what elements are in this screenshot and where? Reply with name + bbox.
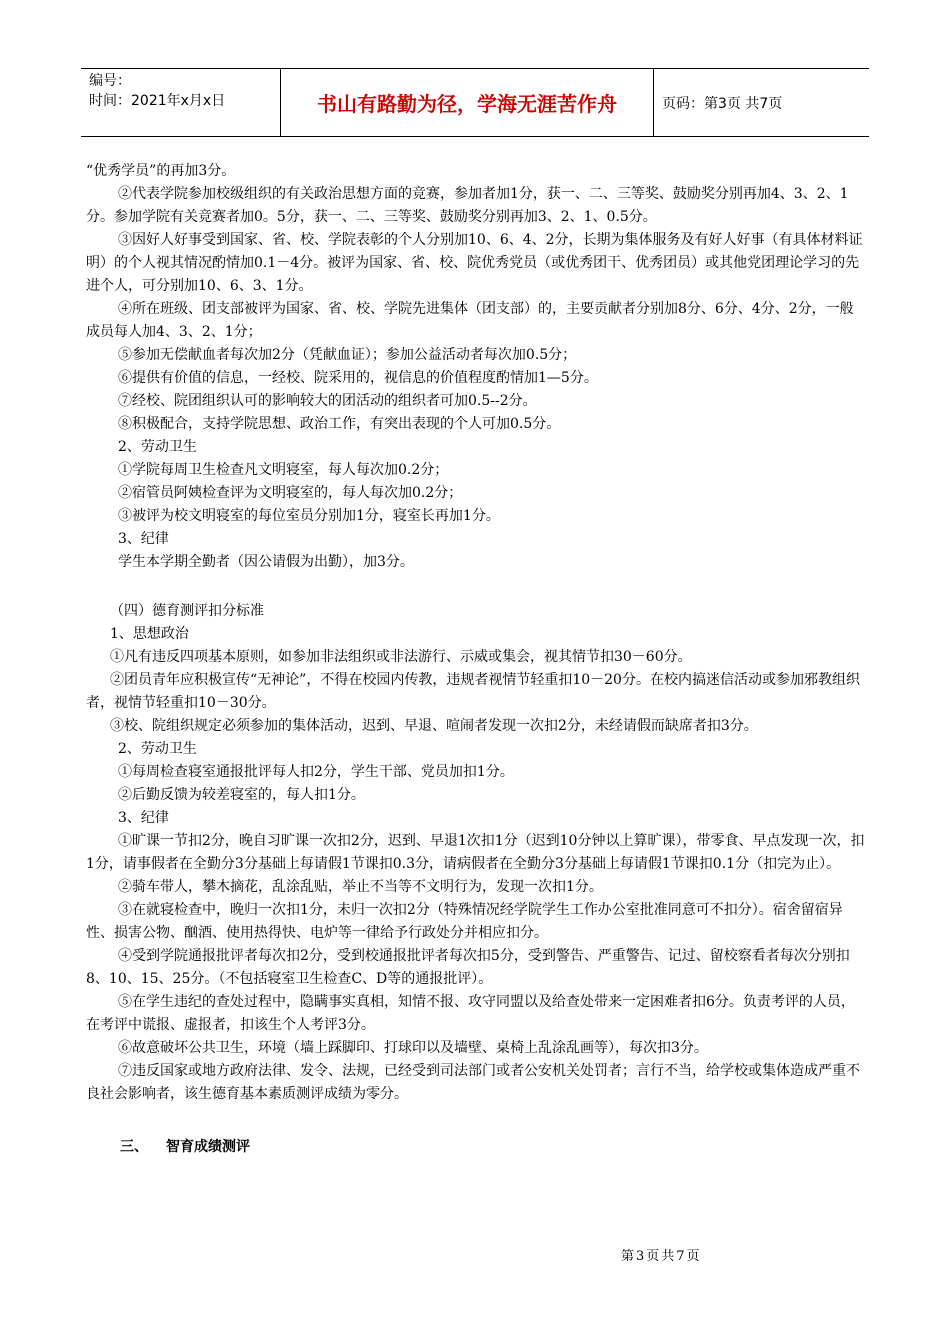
paragraph: ②代表学院参加校级组织的有关政治思想方面的竞赛，参加者加1分，获一、二、三等奖、鼓励奖分别再加4、3、2、1分。参加学院有关竞赛者加0。5分，获一、二、三等奖、鼓励奖分别再加3、2、1、0.5分。 bbox=[86, 186, 849, 225]
paragraph: ①旷课一节扣2分，晚自习旷课一次扣2分，迟到、早退1次扣1分（迟到10分钟以上算旷课），带零食、早点发现一次，扣1分，请事假者在全勤分3分基础上每请假1节课扣0.3分，请病假者在全勤分3分基础上每请假1节课扣0.1分（扣完为止）。 bbox=[86, 833, 865, 872]
paragraph: ⑦经校、院团组织认可的影响较大的团活动的组织者可加0.5--2分。 bbox=[118, 393, 537, 409]
subheading: 3、纪律 bbox=[118, 810, 169, 826]
paragraph: ④所在班级、团支部被评为国家、省、校、学院先进集体（团支部）的，主要贡献者分别加8分、6分、4分、2分，一般成员每人加4、3、2、1分； bbox=[86, 301, 854, 340]
section-heading: （四）德育测评扣分标准 bbox=[110, 603, 264, 619]
paragraph: ④受到学院通报批评者每次扣2分，受到校通报批评者每次扣5分，受到警告、严重警告、记过、留校察看者每次分别扣8、10、15、25分。（不包括寝室卫生检查C、D等的通报批评）。 bbox=[86, 948, 850, 987]
section-3-title: 智育成绩测评 bbox=[166, 1139, 250, 1155]
paragraph: ⑦违反国家或地方政府法律、发令、法规，已经受到司法部门或者公安机关处罚者；言行不当，给学校或集体造成严重不良社会影响者，该生德育基本素质测评成绩为零分。 bbox=[86, 1063, 860, 1102]
paragraph: ⑤参加无偿献血者每次加2分（凭献血证）；参加公益活动者每次加0.5分； bbox=[118, 347, 577, 363]
paragraph: ②宿管员阿姨检查评为文明寝室的，每人每次加0.2分； bbox=[118, 485, 463, 501]
paragraph: ③因好人好事受到国家、省、校、学院表彰的个人分别加10、6、4、2分，长期为集体服务及有好人好事（有具体材料证明）的个人视其情况酌情加0.1－4分。被评为国家、省、校、院优秀党员（或优秀团干、优秀团员）或其他党团理论学习的先进个人，可分别加10、6、3、1分。 bbox=[86, 232, 863, 294]
paragraph: ①每周检查寝室通报批评每人扣2分，学生干部、党员加扣1分。 bbox=[118, 764, 514, 780]
subheading: 1、思想政治 bbox=[110, 626, 189, 642]
paragraph: ⑧积极配合，支持学院思想、政治工作，有突出表现的个人可加0.5分。 bbox=[118, 416, 561, 432]
paragraph: ②骑车带人，攀木摘花，乱涂乱贴，举止不当等不文明行为，发现一次扣1分。 bbox=[118, 879, 603, 895]
document-date: 时间：2021年x月x日 bbox=[89, 93, 226, 109]
section-3-heading bbox=[86, 1136, 866, 1159]
document-body bbox=[86, 160, 866, 1159]
paragraph: 学生本学期全勤者（因公请假为出勤），加3分。 bbox=[118, 554, 414, 570]
header-info-cell bbox=[81, 69, 281, 136]
section-3-number: 三、 bbox=[120, 1139, 148, 1155]
subheading: 2、劳动卫生 bbox=[118, 741, 197, 757]
paragraph: ①凡有违反四项基本原则，如参加非法组织或非法游行、示威或集会，视其情节扣30－60分。 bbox=[110, 649, 692, 665]
header-page-info: 页码：第3页 共7页 bbox=[662, 95, 783, 112]
subheading: 2、劳动卫生 bbox=[118, 439, 197, 455]
paragraph: ⑥故意破坏公共卫生，环境（墙上踩脚印、打球印以及墙壁、桌椅上乱涂乱画等），每次扣3分。 bbox=[118, 1040, 708, 1056]
paragraph: ③在就寝检查中，晚归一次扣1分，未归一次扣2分（特殊情况经学院学生工作办公室批准同意可不扣分）。宿舍留宿异性、损害公物、酗酒、使用热得快、电炉等一律给予行政处分并相应扣分。 bbox=[86, 902, 843, 941]
document-number: 编号： bbox=[89, 73, 131, 89]
paragraph: ②后勤反馈为较差寝室的，每人扣1分。 bbox=[118, 787, 365, 803]
page-footer: 第3页共7页 bbox=[621, 1249, 702, 1264]
paragraph: ②团员青年应积极宣传“无神论”，不得在校园内传教，违规者视情节轻重扣10－20分。在校内搞迷信活动或参加邪教组织者，视情节轻重扣10－30分。 bbox=[86, 672, 860, 711]
header-motto: 书山有路勤为径，学海无涯苦作舟 bbox=[281, 69, 654, 136]
subheading: 3、纪律 bbox=[118, 531, 169, 547]
paragraph: ⑤在学生违纪的查处过程中，隐瞒事实真相，知情不报、攻守同盟以及给查处带来一定困难者扣6分。负责考评的人员，在考评中谎报、虚报者，扣该生个人考评3分。 bbox=[86, 994, 855, 1033]
paragraph: ⑥提供有价值的信息，一经校、院采用的，视信息的价值程度酌情加1—5分。 bbox=[118, 370, 598, 386]
paragraph: ①学院每周卫生检查凡文明寝室，每人每次加0.2分； bbox=[118, 462, 449, 478]
paragraph: ③校、院组织规定必须参加的集体活动，迟到、早退、喧闹者发现一次扣2分，未经请假而缺席者扣3分。 bbox=[110, 718, 758, 734]
paragraph: “优秀学员”的再加3分。 bbox=[86, 163, 236, 179]
paragraph: ③被评为校文明寝室的每位室员分别加1分，寝室长再加1分。 bbox=[118, 508, 500, 524]
page-header bbox=[81, 68, 869, 137]
